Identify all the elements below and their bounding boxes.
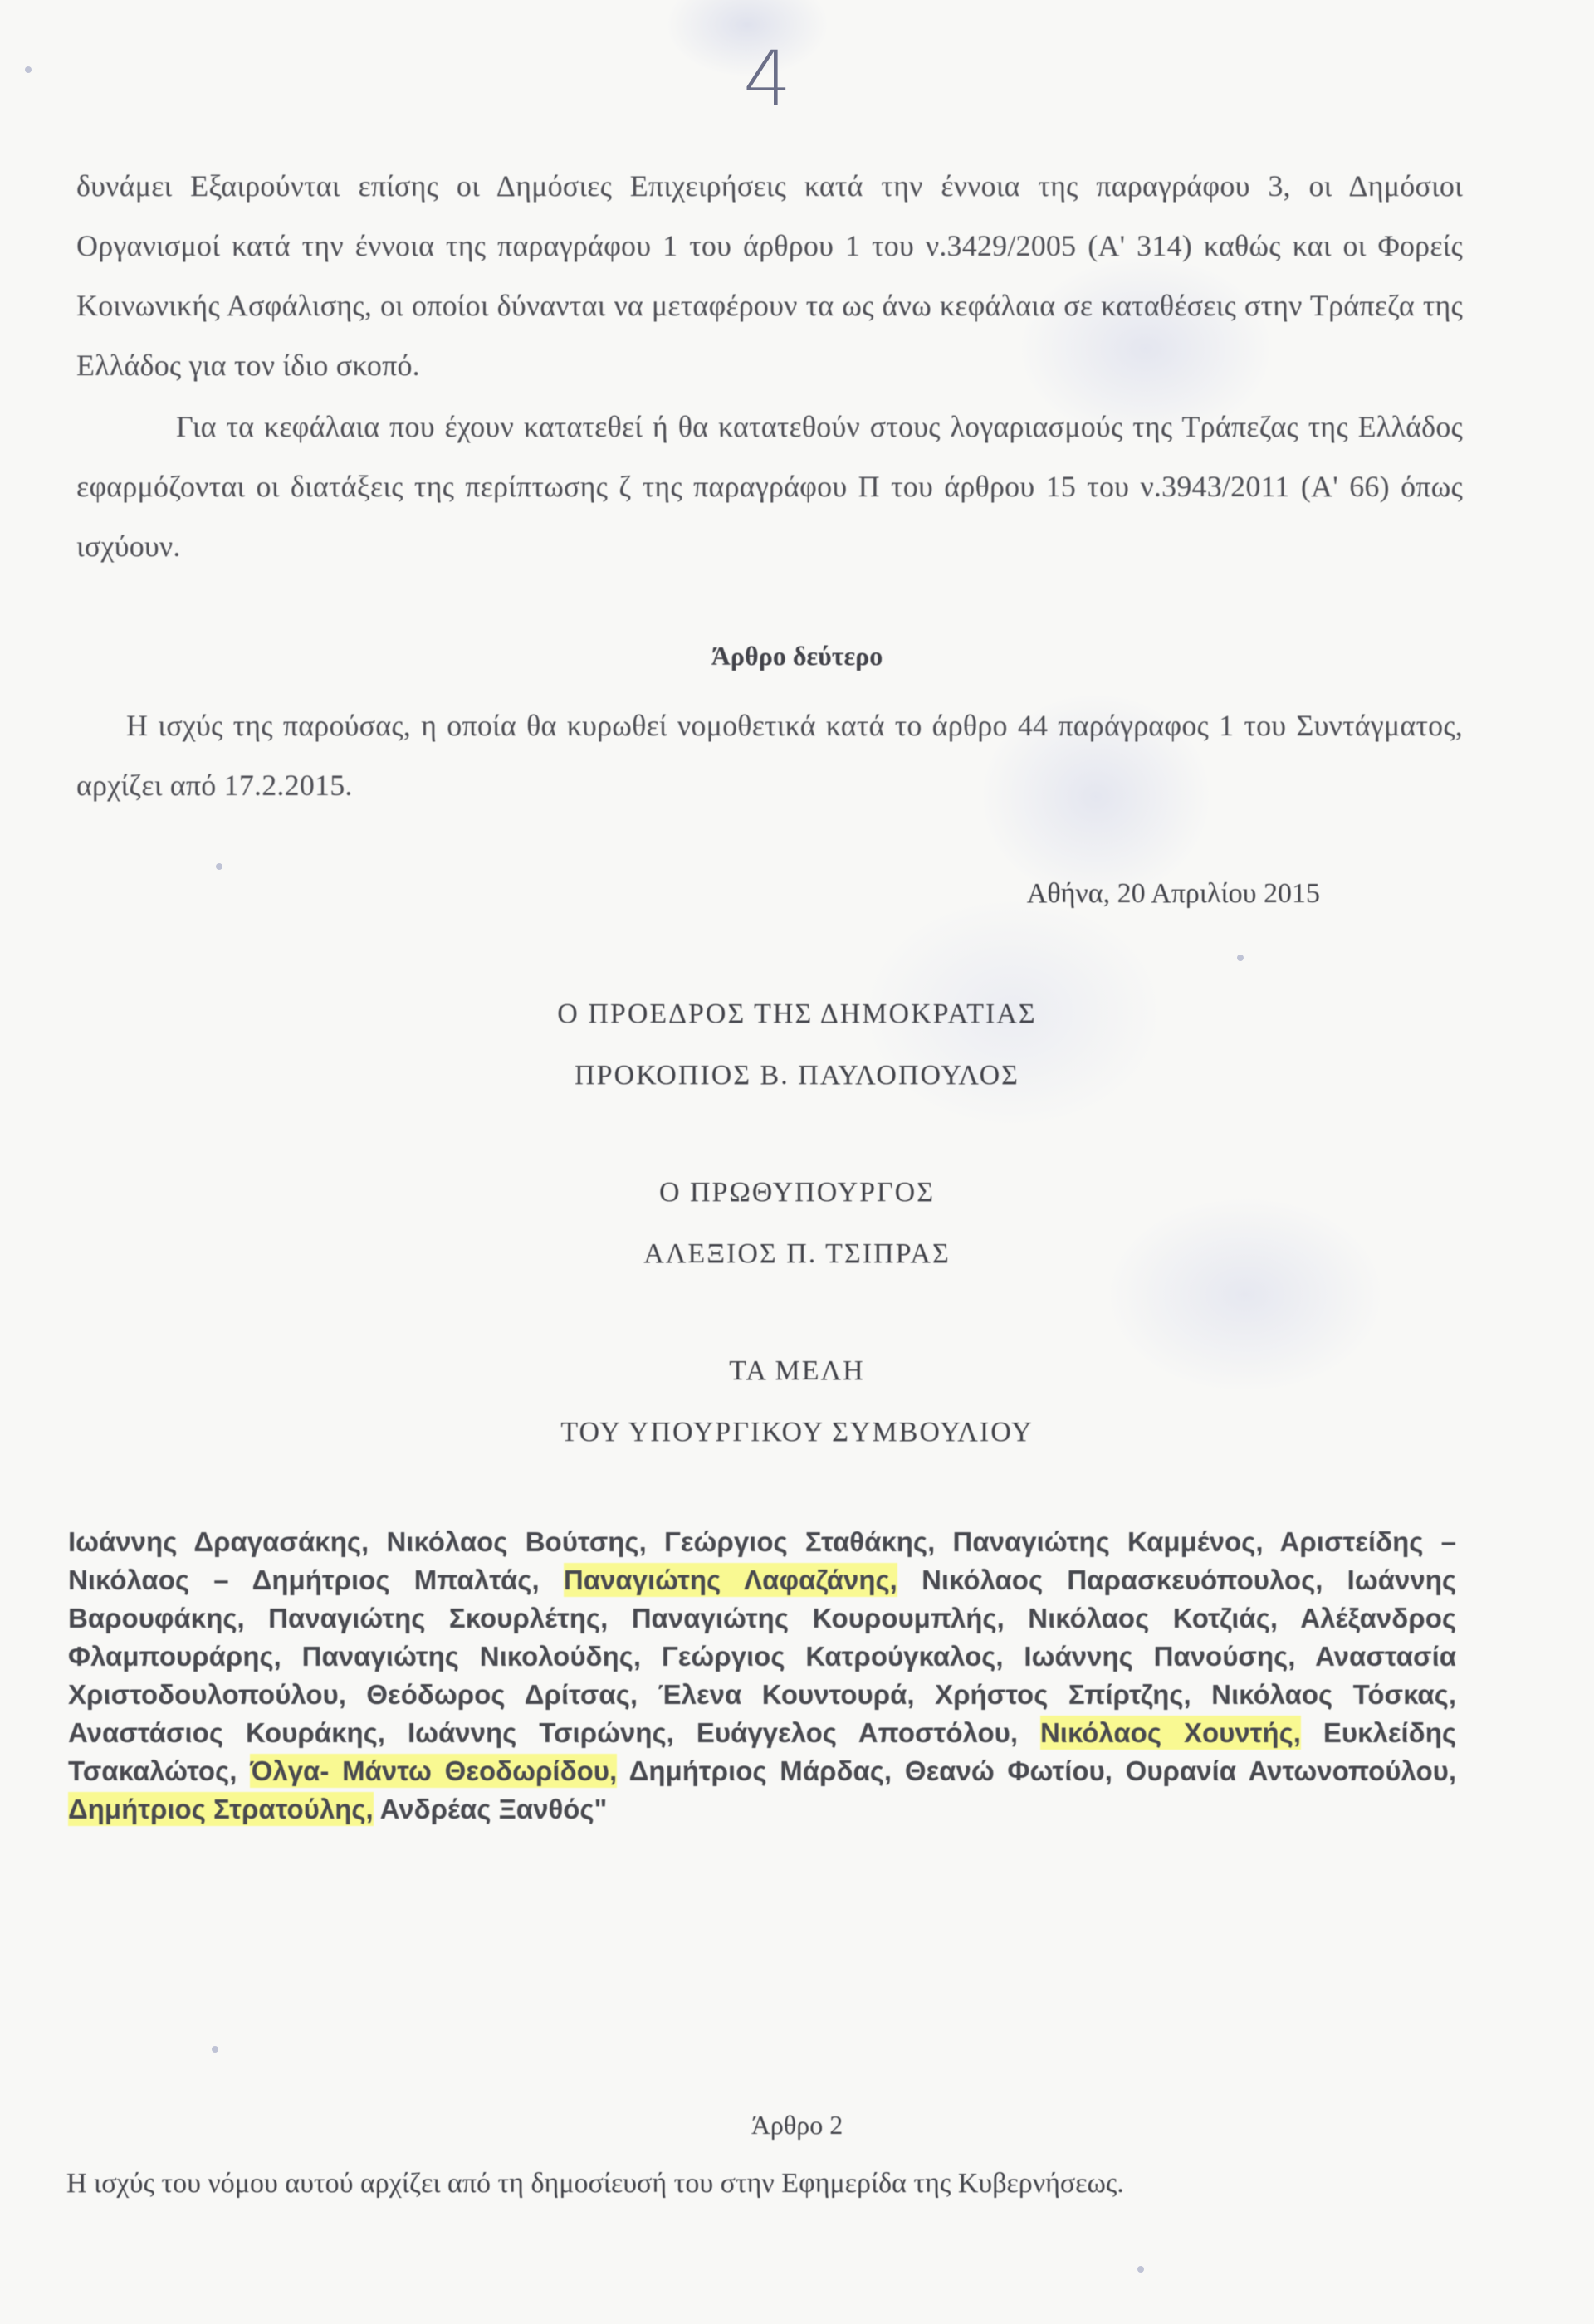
member-name: Παναγιώτης Καμμένος, [952, 1526, 1264, 1557]
member-name: Αναστασία Χριστοδουλοπούλου, [68, 1641, 1457, 1710]
president-title: Ο ΠΡΟΕΔΡΟΣ ΤΗΣ ΔΗΜΟΚΡΑΤΙΑΣ [557, 998, 1037, 1029]
member-name: Θεόδωρος Δρίτσας, [366, 1679, 638, 1710]
article-two-text: Η ισχύς του νόμου αυτού αρχίζει από τη δημοσίευσή του στην Εφημερίδα της Κυβερνήσεως. [66, 2168, 1124, 2199]
member-name: Γεώργιος Σταθάκης, [664, 1526, 936, 1557]
member-name: Παναγιώτης Νικολούδης, [301, 1641, 642, 1672]
council-members-list [68, 1523, 1456, 1828]
article-final-heading: Άρθρο δεύτερο [711, 641, 883, 671]
member-name: Ανδρέας Ξανθός" [379, 1794, 608, 1824]
prime-minister-name: ΑΛΕΞΙΟΣ Π. ΤΣΙΠΡΑΣ [643, 1238, 951, 1269]
article-two-heading: Άρθρο 2 [751, 2110, 843, 2140]
member-name: Νικόλαος Βούτσης, [386, 1526, 647, 1557]
member-name: Αριστείδης – Νικόλαος – Δημήτριος Μπαλτάς, [68, 1526, 1457, 1595]
member-name-highlighted: Νικόλαος Χουντής, [1039, 1717, 1301, 1748]
member-name-highlighted: Δημήτριος Στρατούλης, [68, 1794, 374, 1824]
member-name: Χρήστος Σπίρτζης, [935, 1679, 1191, 1710]
council-heading-line1: ΤΑ ΜΕΛΗ [729, 1355, 865, 1386]
handwritten-page-number: 4 [743, 35, 792, 124]
paragraph-deposits: Για τα κεφάλαια που έχουν κατατεθεί ή θα κατατεθούν στους λογαριασμούς της Τράπεζας της Ελλάδος εφαρμόζονται οι διατάξεις της περίπτωσης ζ της παραγράφου Π του άρθρου 15 του ν.3943/2011 (Α' 66) όπως ισχύουν. [76, 410, 1463, 563]
member-name: Θεανώ Φωτίου, [904, 1755, 1112, 1786]
president-name: ΠΡΟΚΟΠΙΟΣ Β. ΠΑΥΛΟΠΟΥΛΟΣ [575, 1060, 1019, 1091]
member-name: Παναγιώτης Σκουρλέτης, [268, 1603, 609, 1633]
member-name-highlighted: Όλγα- Μάντω Θεοδωρίδου, [250, 1755, 618, 1786]
member-name-highlighted: Παναγιώτης Λαφαζάνης, [563, 1565, 897, 1595]
scan-speck [212, 2046, 218, 2053]
article-final-text: Η ισχύς της παρούσας, η οποία θα κυρωθεί νομοθετικά κατά το άρθρο 44 παράγραφος 1 του Συντάγματος, αρχίζει από 17.2.2015. [76, 709, 1463, 802]
member-name: Έλενα Κουντουρά, [658, 1679, 915, 1710]
scan-speck [216, 863, 222, 870]
member-name: Ευάγγελος Αποστόλου, [696, 1717, 1018, 1748]
member-name: Παναγιώτης Κουρουμπλής, [631, 1603, 1005, 1633]
scan-speck [25, 66, 32, 73]
member-name: Νικόλαος Παρασκευόπουλος, [922, 1565, 1323, 1595]
paragraph-exemptions: δυνάμει Εξαιρούνται επίσης οι Δημόσιες Επιχειρήσεις κατά την έννοια της παραγράφου 3, οι Δημόσιοι Οργανισμοί κατά την έννοια της παραγράφου 1 του άρθρου 1 του ν.3429/2005 (Α' 314) καθώς και οι Φορείς Κοινωνικής Ασφάλισης, οι οποίοι δύνανται να μεταφέρουν τα ως άνω κεφάλαια σε καταθέσεις στην Τράπεζα της Ελλάδος για τον ίδιο σκοπό. [76, 169, 1463, 382]
scan-speck [1237, 954, 1244, 961]
member-name: Ιωάννης Βαρουφάκης, [68, 1565, 1457, 1633]
member-name: Αλέξανδρος Φλαμπουράρης, [68, 1603, 1457, 1672]
member-name: Νικόλαος Τόσκας, [1211, 1679, 1457, 1710]
member-name: Ιωάννης Τσιρώνης, [407, 1717, 674, 1748]
member-name: Δημήτριος Μάρδας, [628, 1755, 892, 1786]
member-name: Ιωάννης Πανούσης, [1024, 1641, 1296, 1672]
prime-minister-title: Ο ΠΡΩΘΥΠΟΥΡΓΟΣ [658, 1177, 936, 1208]
member-name: Ευκλείδης Τσακαλώτος, [68, 1717, 1457, 1786]
member-name: Ιωάννης Δραγασάκης, [68, 1526, 369, 1557]
member-name: Ουρανία Αντωνοπούλου, [1125, 1755, 1457, 1786]
member-name: Γεώργιος Κατρούγκαλος, [661, 1641, 1004, 1672]
member-name: Αναστάσιος Κουράκης, [68, 1717, 385, 1748]
council-heading-line2: ΤΟΥ ΥΠΟΥΡΓΙΚΟΥ ΣΥΜΒΟΥΛΙΟΥ [560, 1417, 1034, 1448]
date-line: Αθήνα, 20 Απριλίου 2015 [1026, 878, 1320, 909]
scan-speck [1137, 2266, 1144, 2273]
member-name: Νικόλαος Κοτζιάς, [1028, 1603, 1279, 1633]
